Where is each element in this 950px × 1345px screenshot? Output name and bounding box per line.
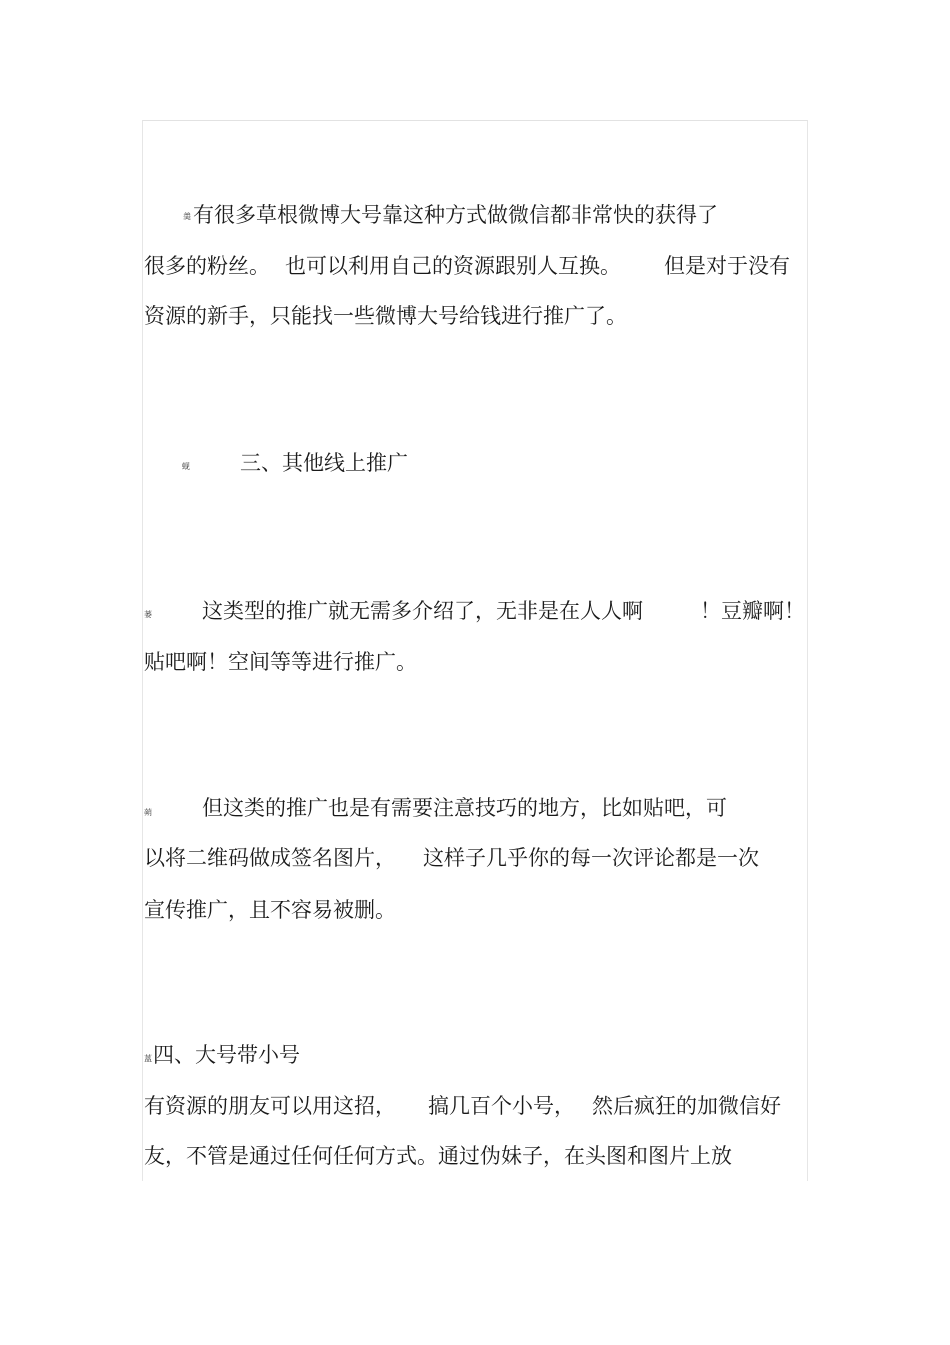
paragraph-line: 资源的新手，只能找一些微博大号给钱进行推广了。 (144, 304, 627, 328)
paragraph-line: 很多的粉丝。 (144, 254, 270, 278)
paragraph-line: 友，不管是通过任何任何方式。通过伪妹子，在头图和图片上放 (144, 1144, 732, 1168)
margin-marker: 蒌 (144, 610, 152, 619)
margin-marker: 蚬 (182, 462, 190, 471)
paragraph-line: ！豆瓣啊！ (700, 599, 805, 623)
paragraph-line: 搞几百个小号， (428, 1094, 575, 1118)
margin-marker: 羮 (183, 212, 191, 221)
paragraph-line: 贴吧啊！空间等等进行推广。 (144, 650, 417, 674)
paragraph-line: 这类型的推广就无需多介绍了，无非是在人人啊 (202, 599, 643, 623)
paragraph-line: 但这类的推广也是有需要注意技巧的地方，比如贴吧，可 (202, 796, 727, 820)
paragraph-line: 然后疯狂的加微信好 (592, 1094, 781, 1118)
paragraph-line: 以将二维码做成签名图片， (144, 846, 396, 870)
paragraph-line: 有资源的朋友可以用这招， (144, 1094, 396, 1118)
paragraph-line: 宣传推广，且不容易被删。 (144, 898, 396, 922)
paragraph-line: 但是对于没有 (664, 254, 790, 278)
section-heading: 三、其他线上推广 (240, 451, 408, 475)
paragraph-line: 也可以利用自己的资源跟别人互换。 (285, 254, 621, 278)
section-heading: 四、大号带小号 (153, 1043, 300, 1067)
margin-marker: 蒕 (144, 1054, 152, 1063)
paragraph-line: 这样子几乎你的每一次评论都是一次 (423, 846, 759, 870)
paragraph-line: 有很多草根微博大号靠这种方式做微信都非常快的获得了 (193, 203, 718, 227)
margin-marker: 蒴 (144, 808, 152, 817)
